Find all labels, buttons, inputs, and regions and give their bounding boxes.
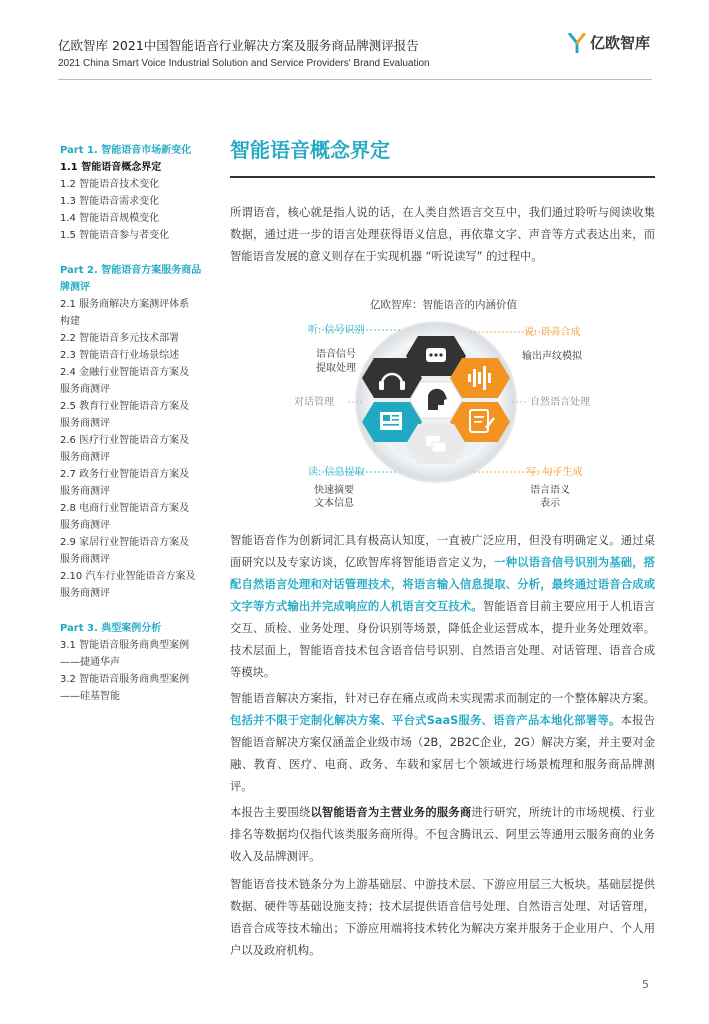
header-divider (58, 79, 652, 80)
write-desc-2: 表示 (540, 498, 560, 508)
toc-item[interactable]: 1.1 智能语音概念界定 (60, 162, 162, 173)
scope-text-a: 本报告主要围绕 (230, 806, 311, 819)
toc-item[interactable]: 2.7 政务行业智能语音方案及 (60, 469, 190, 480)
page-header (0, 0, 709, 80)
speak-desc: 输出声纹模拟 (522, 351, 582, 362)
toc-item[interactable]: 1.5 智能语音参与者变化 (60, 230, 170, 241)
toc-item[interactable]: 服务商测评 (60, 418, 110, 429)
report-title-cn: 亿欧智库 2021中国智能语音行业解决方案及服务商品牌测评报告 (58, 38, 419, 53)
toc-part-3-title[interactable]: Part 3. 典型案例分析 (60, 623, 162, 634)
message-icon (406, 424, 466, 464)
toc-item[interactable]: 1.2 智能语音技术变化 (60, 179, 160, 190)
solution-text-b: 本报告智能语音解决方案仅涵盖企业级市场（2B，2B2C企业，2G）解决方案，并主要对金融、教育、医疗、电商、政务、车载和家居七个领域进行场景梳理和服务商品牌测评。 (230, 714, 655, 793)
toc-item[interactable]: 2.8 电商行业智能语音方案及 (60, 503, 190, 514)
section-divider (230, 176, 655, 178)
read-desc-1: 快速摘要 (314, 485, 354, 496)
toc-item[interactable]: 服务商测评 (60, 384, 110, 395)
report-title-en: 2021 China Smart Voice Industrial Solution and Service Providers' Brand Evaluation (58, 58, 430, 69)
figure-title: 亿欧智库：智能语音的内涵价值 (370, 299, 517, 311)
toc-item[interactable]: 服务商测评 (60, 520, 110, 531)
toc-item[interactable]: 服务商测评 (60, 554, 110, 565)
scope-paragraph (230, 802, 655, 868)
toc-item[interactable]: 2.6 医疗行业智能语音方案及 (60, 435, 190, 446)
write-title: 写: 句子生成 (526, 467, 583, 478)
definition-text-a: 智能语音作为创新词汇具有极高认知度，一直被广泛应用，但没有明确定义。通过桌面研究以及专家访谈，亿欧智库将智能语音定义为， (230, 534, 655, 569)
toc-item[interactable]: 3.2 智能语音服务商典型案例 (60, 674, 190, 685)
table-of-contents (60, 142, 218, 705)
definition-text-b: 智能语音目前主要应用于人机语言交互、质检、业务处理、身份识别等场景，降低企业运营成本，提升业务处理效率。技术层面上，智能语音技术包含语音信号识别、自然语言处理、对话管理、语音合成等模块。 (230, 600, 655, 679)
page-number: 5 (642, 978, 649, 991)
main-content (230, 136, 655, 957)
toc-part-2-title[interactable]: Part 2. 智能语音方案服务商品 (60, 265, 202, 276)
toc-item[interactable]: 2.5 教育行业智能语音方案及 (60, 401, 190, 412)
logo-mark-icon (568, 33, 586, 53)
soundwave-icon (450, 358, 510, 398)
nlp-label: 自然语言处理 (530, 397, 590, 408)
headphones-icon (362, 358, 422, 398)
toc-item[interactable]: 构建 (60, 316, 80, 327)
tech-chain-paragraph: 智能语音技术链条分为上游基础层、中游技术层、下游应用层三大板块。基础层提供数据、硬件等基础设施支持；技术层提供语音信号处理、自然语言处理、对话管理，语音合成等技术输出；下游应用端将技术转化为解决方案并服务于企业用户、个人用户以及政府机构。 (230, 878, 655, 957)
solution-text-a: 智能语音解决方案指，针对已存在痛点或尚未实现需求而制定的一个整体解决方案。 (230, 692, 655, 705)
section-title: 智能语音概念界定 (230, 138, 390, 162)
scope-bold: 以智能语音为主营业务的服务商 (310, 806, 472, 819)
toc-item[interactable]: 2.1 服务商解决方案测评体系 (60, 299, 190, 310)
toc-item[interactable]: ——捷通华声 (60, 657, 120, 668)
toc-item[interactable]: 1.4 智能语音规模变化 (60, 213, 160, 224)
toc-item[interactable]: 2.4 金融行业智能语音方案及 (60, 367, 190, 378)
logo-text: 亿欧智库 (590, 34, 651, 52)
toc-part-2-title-cont[interactable]: 牌测评 (60, 282, 90, 293)
definition-paragraph (230, 530, 655, 684)
toc-item[interactable]: 服务商测评 (60, 486, 110, 497)
toc-part-1-title[interactable]: Part 1. 智能语音市场新变化 (60, 145, 192, 156)
toc-item[interactable]: 2.3 智能语音行业场景综述 (60, 350, 180, 361)
solution-highlight: 包括并不限于定制化解决方案、平台式SaaS服务、语音产品本地化部署等。 (230, 714, 621, 727)
listen-desc-2: 提取处理 (316, 363, 356, 374)
write-desc-1: 语言语义 (530, 485, 570, 496)
read-title: 读: 信息提取 (308, 467, 365, 478)
listen-title: 听: 信号识别 (308, 325, 365, 336)
toc-item[interactable]: 2.10 汽车行业智能语音方案及 (60, 571, 196, 582)
scope-text-b: 进行研究，所统计的市场规模、行业排名等数据均仅指代该类服务商所得。不包含腾讯云、阿里云等通用云服务商的业务收入及品牌测评。 (230, 806, 655, 863)
listen-desc-1: 语音信号 (316, 349, 356, 360)
dialog-label: 对话管理 (294, 397, 334, 408)
toc-item[interactable]: 服务商测评 (60, 588, 110, 599)
intro-paragraph: 所谓语音，核心就是指人说的话，在人类自然语言交互中，我们通过聆听与阅读收集数据，通过进一步的语言处理获得语义信息，再依靠文字、声音等方式表达出来，而智能语音发展的意义则存在于实现机器 “听说读写” 的过程中。 (230, 206, 655, 263)
toc-item[interactable]: 2.2 智能语音多元技术部署 (60, 333, 180, 344)
toc-item[interactable]: 1.3 智能语音需求变化 (60, 196, 160, 207)
solution-paragraph (230, 688, 655, 798)
toc-item[interactable]: 2.9 家居行业智能语音方案及 (60, 537, 190, 548)
toc-item[interactable]: 服务商测评 (60, 452, 110, 463)
read-desc-2: 文本信息 (314, 498, 354, 508)
speak-title: 说: 语音合成 (524, 327, 581, 338)
definition-highlight: 一种以语音信号识别为基础，搭配自然语言处理和对话管理技术，将语言输入信息提取、分析，最终通过语音合成或文字等方式输出并完成响应的人机语言交互技术。 (230, 556, 655, 613)
voice-value-diagram (230, 296, 655, 508)
ai-head-icon (410, 382, 462, 418)
brand-logo (568, 32, 650, 53)
toc-item[interactable]: ——硅基智能 (60, 691, 120, 702)
toc-item[interactable]: 3.1 智能语音服务商典型案例 (60, 640, 190, 651)
